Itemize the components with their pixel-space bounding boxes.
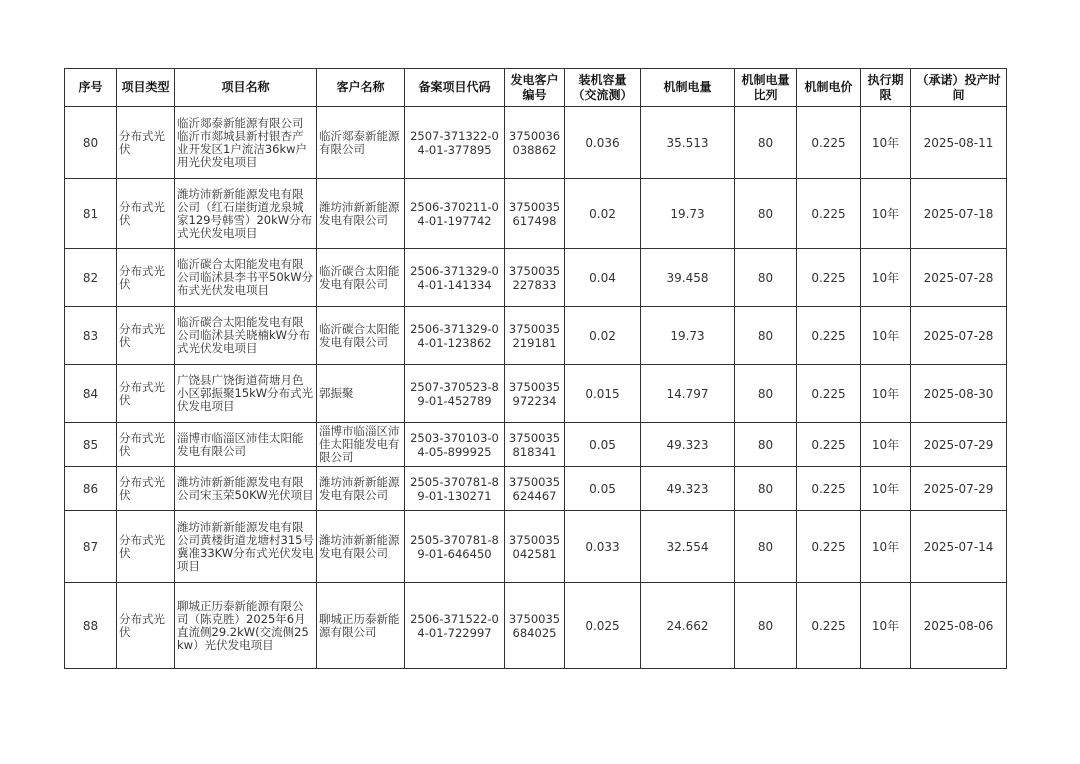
cell-energy: 35.513 <box>641 107 735 179</box>
cell-price: 0.225 <box>797 179 861 249</box>
cell-price: 0.225 <box>797 365 861 423</box>
cell-date: 2025-07-29 <box>911 423 1007 467</box>
cell-capacity: 0.05 <box>565 423 641 467</box>
cell-capacity: 0.05 <box>565 467 641 511</box>
cell-name: 临沂碳合太阳能发电有限公司临沭县李书平50kW分布式光伏发电项目 <box>175 249 317 307</box>
cell-date: 2025-08-06 <box>911 583 1007 669</box>
cell-name: 潍坊沛新新能源发电有限公司（红石崖街道龙泉城家129号韩雪）20kW分布式光伏发电项目 <box>175 179 317 249</box>
cell-code: 2506-371329-04-01-123862 <box>405 307 505 365</box>
cell-price: 0.225 <box>797 467 861 511</box>
cell-customer: 潍坊沛新新能源发电有限公司 <box>317 467 405 511</box>
cell-code: 2507-370523-89-01-452789 <box>405 365 505 423</box>
cell-energy: 39.458 <box>641 249 735 307</box>
cell-ratio: 80 <box>735 249 797 307</box>
cell-energy: 19.73 <box>641 307 735 365</box>
header-cell: 项目名称 <box>175 69 317 107</box>
cell-ratio: 80 <box>735 365 797 423</box>
cell-code: 2503-370103-04-05-899925 <box>405 423 505 467</box>
cell-name: 潍坊沛新新能源发电有限公司黄楼街道龙塘村315号冀准33KW分布式光伏发电项目 <box>175 511 317 583</box>
cell-code: 2505-370781-89-01-130271 <box>405 467 505 511</box>
cell-date: 2025-07-28 <box>911 249 1007 307</box>
cell-customer: 临沂郯泰新能源有限公司 <box>317 107 405 179</box>
cell-no: 80 <box>65 107 117 179</box>
cell-ratio: 80 <box>735 583 797 669</box>
table-row <box>65 583 1007 669</box>
cell-type: 分布式光伏 <box>117 365 175 423</box>
cell-account: 3750035972234 <box>505 365 565 423</box>
cell-no: 86 <box>65 467 117 511</box>
cell-energy: 24.662 <box>641 583 735 669</box>
cell-date: 2025-08-30 <box>911 365 1007 423</box>
cell-ratio: 80 <box>735 423 797 467</box>
cell-account: 3750036038862 <box>505 107 565 179</box>
cell-code: 2506-371329-04-01-141334 <box>405 249 505 307</box>
table-row <box>65 365 1007 423</box>
cell-customer: 聊城正历泰新能源有限公司 <box>317 583 405 669</box>
cell-date: 2025-07-18 <box>911 179 1007 249</box>
cell-energy: 19.73 <box>641 179 735 249</box>
cell-ratio: 80 <box>735 511 797 583</box>
cell-date: 2025-07-28 <box>911 307 1007 365</box>
cell-code: 2506-371522-04-01-722997 <box>405 583 505 669</box>
cell-no: 81 <box>65 179 117 249</box>
cell-account: 3750035219181 <box>505 307 565 365</box>
cell-price: 0.225 <box>797 423 861 467</box>
cell-energy: 49.323 <box>641 423 735 467</box>
cell-price: 0.225 <box>797 249 861 307</box>
cell-name: 聊城正历泰新能源有限公司（陈克胜）2025年6月直流侧29.2kW(交流侧25kw）光伏发电项目 <box>175 583 317 669</box>
cell-date: 2025-07-29 <box>911 467 1007 511</box>
header-cell: 客户名称 <box>317 69 405 107</box>
cell-customer: 郭振聚 <box>317 365 405 423</box>
cell-energy: 14.797 <box>641 365 735 423</box>
cell-customer: 潍坊沛新新能源发电有限公司 <box>317 511 405 583</box>
cell-type: 分布式光伏 <box>117 307 175 365</box>
table-row <box>65 249 1007 307</box>
header-cell: 机制电价 <box>797 69 861 107</box>
cell-capacity: 0.02 <box>565 307 641 365</box>
cell-account: 3750035227833 <box>505 249 565 307</box>
cell-code: 2505-370781-89-01-646450 <box>405 511 505 583</box>
cell-code: 2507-371322-04-01-377895 <box>405 107 505 179</box>
cell-customer: 淄博市临淄区沛佳太阳能发电有限公司 <box>317 423 405 467</box>
cell-capacity: 0.033 <box>565 511 641 583</box>
cell-capacity: 0.036 <box>565 107 641 179</box>
cell-ratio: 80 <box>735 467 797 511</box>
cell-date: 2025-08-11 <box>911 107 1007 179</box>
cell-ratio: 80 <box>735 307 797 365</box>
cell-type: 分布式光伏 <box>117 511 175 583</box>
cell-name: 广饶县广饶街道荷塘月色小区郭振聚15kW分布式光伏发电项目 <box>175 365 317 423</box>
cell-energy: 49.323 <box>641 467 735 511</box>
cell-date: 2025-07-14 <box>911 511 1007 583</box>
header-cell: 备案项目代码 <box>405 69 505 107</box>
header-cell: （承诺）投产时间 <box>911 69 1007 107</box>
cell-no: 84 <box>65 365 117 423</box>
cell-term: 10年 <box>861 249 911 307</box>
cell-energy: 32.554 <box>641 511 735 583</box>
cell-type: 分布式光伏 <box>117 467 175 511</box>
cell-account: 3750035818341 <box>505 423 565 467</box>
cell-customer: 临沂碳合太阳能发电有限公司 <box>317 249 405 307</box>
cell-no: 87 <box>65 511 117 583</box>
cell-customer: 临沂碳合太阳能发电有限公司 <box>317 307 405 365</box>
cell-price: 0.225 <box>797 107 861 179</box>
cell-type: 分布式光伏 <box>117 107 175 179</box>
cell-no: 82 <box>65 249 117 307</box>
cell-code: 2506-370211-04-01-197742 <box>405 179 505 249</box>
table-row <box>65 423 1007 467</box>
cell-name: 临沂郯泰新能源有限公司临沂市郯城县新村银杏产业开发区1户流洁36kw户用光伏发电项目 <box>175 107 317 179</box>
table-row <box>65 511 1007 583</box>
cell-customer: 潍坊沛新新能源发电有限公司 <box>317 179 405 249</box>
cell-type: 分布式光伏 <box>117 179 175 249</box>
cell-no: 85 <box>65 423 117 467</box>
cell-name: 淄博市临淄区沛佳太阳能发电有限公司 <box>175 423 317 467</box>
cell-name: 潍坊沛新新能源发电有限公司宋玉荣50KW光伏项目 <box>175 467 317 511</box>
cell-capacity: 0.015 <box>565 365 641 423</box>
table-row <box>65 307 1007 365</box>
cell-account: 3750035042581 <box>505 511 565 583</box>
cell-account: 3750035617498 <box>505 179 565 249</box>
cell-term: 10年 <box>861 179 911 249</box>
cell-account: 3750035684025 <box>505 583 565 669</box>
cell-term: 10年 <box>861 107 911 179</box>
document-sheet <box>64 68 1007 669</box>
cell-no: 83 <box>65 307 117 365</box>
cell-ratio: 80 <box>735 179 797 249</box>
header-cell: 执行期限 <box>861 69 911 107</box>
cell-term: 10年 <box>861 467 911 511</box>
cell-capacity: 0.04 <box>565 249 641 307</box>
cell-price: 0.225 <box>797 583 861 669</box>
cell-type: 分布式光伏 <box>117 423 175 467</box>
header-row <box>65 69 1007 107</box>
table-row <box>65 107 1007 179</box>
cell-price: 0.225 <box>797 307 861 365</box>
header-cell: 发电客户编号 <box>505 69 565 107</box>
cell-no: 88 <box>65 583 117 669</box>
project-table <box>64 68 1007 669</box>
cell-term: 10年 <box>861 365 911 423</box>
table-row <box>65 179 1007 249</box>
cell-type: 分布式光伏 <box>117 583 175 669</box>
header-cell: 项目类型 <box>117 69 175 107</box>
cell-type: 分布式光伏 <box>117 249 175 307</box>
header-cell: 序号 <box>65 69 117 107</box>
cell-price: 0.225 <box>797 511 861 583</box>
cell-name: 临沂碳合太阳能发电有限公司临沭县关晓楠kW分布式光伏发电项目 <box>175 307 317 365</box>
header-cell: 机制电量 <box>641 69 735 107</box>
cell-term: 10年 <box>861 583 911 669</box>
cell-capacity: 0.02 <box>565 179 641 249</box>
header-cell: 装机容量（交流测） <box>565 69 641 107</box>
cell-ratio: 80 <box>735 107 797 179</box>
cell-term: 10年 <box>861 511 911 583</box>
cell-term: 10年 <box>861 423 911 467</box>
cell-term: 10年 <box>861 307 911 365</box>
table-row <box>65 467 1007 511</box>
header-cell: 机制电量比列 <box>735 69 797 107</box>
cell-capacity: 0.025 <box>565 583 641 669</box>
cell-account: 3750035624467 <box>505 467 565 511</box>
